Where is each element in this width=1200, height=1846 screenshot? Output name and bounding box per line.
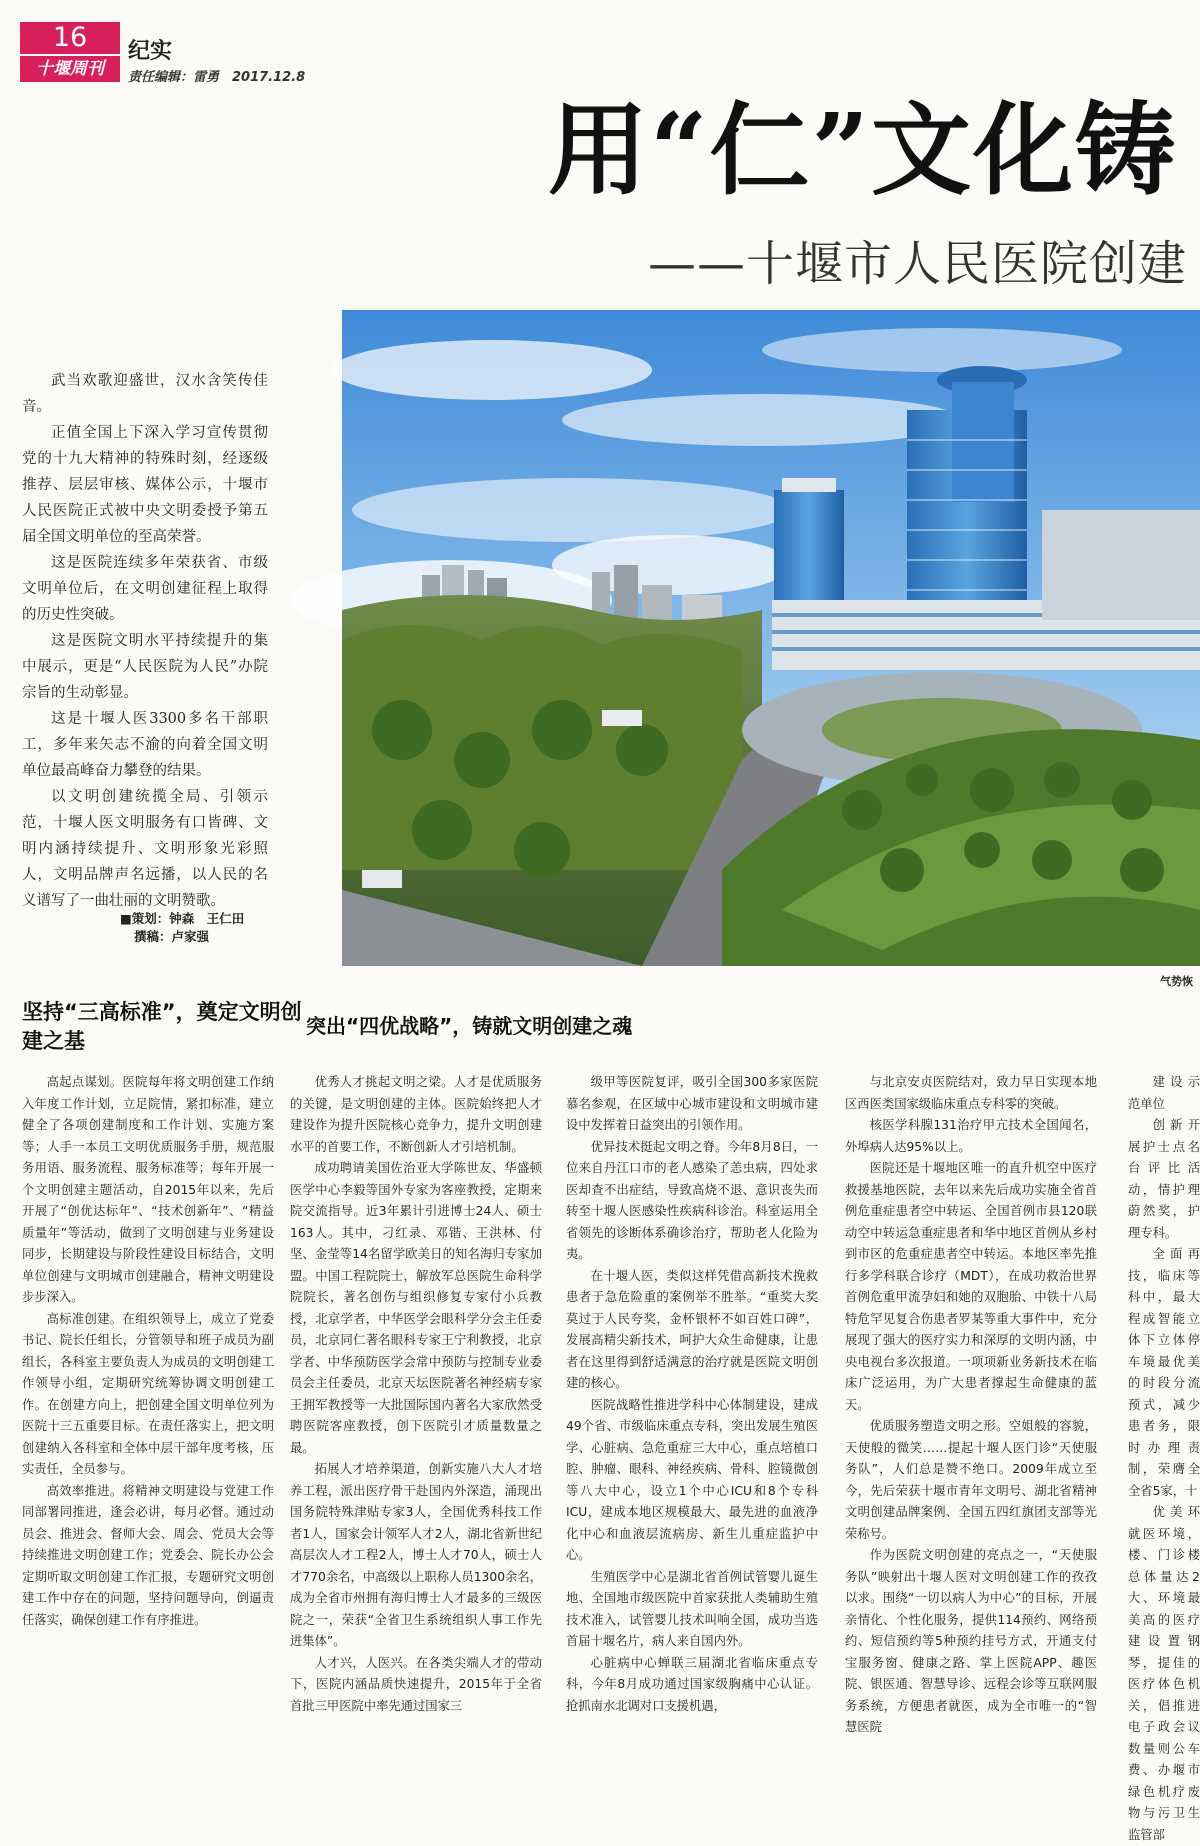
article-subtitle: ——十堰市人民医院创建	[648, 236, 1188, 292]
section-heading-2: 突出“四优战略”，铸就文明创建之魂	[306, 1014, 633, 1038]
section-heading-1: 坚持“三高标准”，奠定文明创建之基	[22, 1000, 302, 1053]
body-column-1	[22, 1072, 274, 1682]
body-column-5	[1128, 1072, 1200, 1842]
lead-paragraph: 武当欢歌迎盛世，汉水含笑传佳音。	[22, 373, 268, 415]
body-paragraph: 生殖医学中心是湖北省首例试管婴儿诞生地、全国地市级医院中首家获批人类辅助生殖技术准入，试管婴儿技术叫响全国，成功当选首届十堰名片，病人来自国内外。	[566, 1569, 818, 1648]
credit-planning: ■策划：钟森 王仁田	[120, 911, 245, 926]
body-paragraph: 创新开展护士点名台评比活动，情护理蔚然奖，护理专科。	[1128, 1118, 1200, 1240]
body-paragraph: 心脏病中心蝉联三届湖北省临床重点专科，今年8月成功通过国家级胸痛中心认证。抢抓南水北调对口支援机遇，	[566, 1655, 818, 1713]
body-paragraph: 在十堰人医，类似这样凭借高新技术挽救患者于急危险重的案例举不胜举。“重奖大奖莫过于人民夸奖，金杯银杯不如百姓口碑”，发展高精尖新技术，呵护大众生命健康，让患者在这里得到舒适满意的治疗就是医院文明创建的核心。	[566, 1268, 818, 1390]
body-column-4	[845, 1072, 1097, 1734]
lead-paragraph: 这是十堰人医3300多名干部职工，多年来矢志不渝的向着全国文明单位最高峰奋力攀登的结果。	[22, 711, 268, 779]
section-label: 纪实	[128, 39, 173, 64]
hospital-aerial-photo	[342, 310, 1200, 966]
page-number: 16	[20, 22, 120, 54]
lead-paragraph: 这是医院连续多年荣获省、市级文明单位后，在文明创建征程上取得的历史性突破。	[22, 555, 268, 623]
body-paragraph: 成功聘请美国佐治亚大学陈世友、华盛顿医学中心李毅等国外专家为客座教授，定期来院交流指导。近3年累计引进博士24人、硕士163人。其中，刁红录、邓锴、王洪林、付坚、金莹等14名留学欧美日的知名海归专家加盟。中国工程院院士，解放军总医院生命科学院院长，著名创伤与组织修复专家付小兵教授，北京学者，中华医学会眼科学分会主任委员，北京同仁著名眼科专家王宁利教授，北京学者、中华预防医学会常中预防与控制专业委员会主任委员，北京天坛医院著名神经病专家王拥军教授等一大批国际国内著名大家欣然受聘医院客座教授，创下医院引才质量数量之最。	[290, 1161, 542, 1455]
credits	[120, 910, 244, 946]
paper-name: 十堰周刊	[20, 56, 120, 82]
body-paragraph: 高起点谋划。医院每年将文明创建工作纳入年度工作计划，立足院情，紧扣标准，建立健全了各项创建制度和工作计划、实施方案等；人手一本员工文明优质服务手册，规范服务用语、服务流程、服务标准等；每年开展一个文明创建主题活动，自2015年以来，先后开展了“创优达标年”、“技术创新年”、“精益质量年”等活动，做到了文明创建与业务建设同步，长期建设与阶段性建设目标结合，文明单位创建与文明城市创建融合，精神文明建设步步深入。	[22, 1075, 274, 1304]
body-paragraph: 医院还是十堰地区唯一的直升机空中医疗救援基地医院，去年以来先后成功实施全省首例危重症患者空中转运、全国首例市县120联动空中转运急重症患者和华中地区首例从乡村到市区的危重症患者空中转运。本地区率先推行多学科联合诊疗（MDT），在成功救治世界首例危重甲流孕妇和她的双胞胎、中铁十八局特危罕见复合伤患者罗某等重大事件中，充分展现了强大的医疗实力和深厚的文明内涵，中央电视台多次报道。一项项新业务新技术在临床广泛运用，为广大患者撑起生命健康的蓝天。	[845, 1161, 1097, 1412]
body-paragraph: 高效率推进。将精神文明建设与党建工作同部署同推进，逢会必讲，每月必督。通过动员会、推进会、督师大会、周会、党员大会等持续推进文明创建工作；党委会、院长办公会定期听取文明创建工作汇报，专题研究文明创建工作中存在的问题，坚持问题导向，倒逼责任落实，确保创建工作有序推进。	[22, 1483, 274, 1627]
lead-paragraph: 这是医院文明水平持续提升的集中展示，更是“人民医院为人民”办院宗旨的生动彰显。	[22, 633, 268, 701]
credit-writing: 撰稿：卢家强	[134, 929, 210, 944]
editor-line: 责任编辑：雷勇 2017.12.8	[128, 70, 306, 85]
body-paragraph: 全面再技，临床等科中，最大程成智能立体下立体停车境最优美的时段分流预式，减少患者务，限时办理责制，荣膺全全省5家，十	[1128, 1247, 1200, 1498]
lead-paragraphs	[22, 368, 268, 914]
hospital-photo-illustration	[342, 310, 1200, 966]
body-paragraph: 人才兴，人医兴。在各类尖端人才的带动下，医院内涵品质快速提升，2015年于全省首批三甲医院中率先通过国家三	[290, 1655, 542, 1713]
body-paragraph: 优异技术挺起文明之脊。今年8月8日，一位来自丹江口市的老人感染了恙虫病，四处求医却查不出症结，导致高烧不退、意识丧失而转至十堰人医感染性疾病科诊治。科室运用全省领先的诊断体系确诊治疗，帮助老人化险为夷。	[566, 1139, 818, 1261]
body-paragraph: 高标准创建。在组织领导上，成立了党委书记、院长任组长，分管领导和班子成员为副组长，各科室主要负责人为成员的文明创建工作领导小组，定期研究统筹协调文明创建工作。在创建方向上，把创建全国文明单位列为医院十三五重要目标。在责任落实上，把文明创建纳入各科室和全体中层干部年度考核，压实责任，全员参与。	[22, 1311, 274, 1476]
body-paragraph: 级甲等医院复评，吸引全国300多家医院慕名参观，在区域中心城市建设和文明城市建设中发挥着日益突出的引领作用。	[566, 1075, 818, 1132]
body-paragraph: 作为医院文明创建的亮点之一，“天使服务队”映射出十堰人医对文明创建工作的孜孜以求。围绕“一切以病人为中心”的目标，开展亲情化、个性化服务，提供114预约、网络预约、短信预约等5种预约挂号方式，开通支付宝服务窗、健康之路、掌上医院APP、趣医院、银医通、智慧导诊、远程会诊等互联网服务系统，方便患者就医，成为全市唯一的“智慧医院	[845, 1548, 1097, 1734]
body-paragraph: 与北京安贞医院结对，致力早日实现本地区西医类国家级临床重点专科零的突破。	[845, 1075, 1097, 1111]
body-paragraph: 拓展人才培养渠道，创新实施八大人才培养工程，派出医疗骨干赴国内外深造，涌现出国务院特殊津贴专家3人，全国优秀科技工作者1人，国家会计领军人才2人，湖北省新世纪高层次人才工程2人，博士人才70人，硕士人才770余名，中高级以上职称人员1300余名，成为全省市州拥有海归博士人才最多的三级医院之一，荣获“全省卫生系统组织人事工作先进集体”。	[290, 1462, 542, 1648]
article-title: 用“仁”文化铸	[548, 91, 1178, 209]
body-column-2	[290, 1072, 542, 1713]
lead-paragraph: 以文明创建统揽全局、引领示范，十堰人医文明服务有口皆碑、文明内涵持续提升、文明形象光彩照人，文明品牌声名远播，以人民的名义谱写了一曲壮丽的文明赞歌。	[22, 789, 268, 909]
body-paragraph: 优美环就医环境，楼、门诊楼总体量达2大、环境最美高的医疗建设置钢琴，提佳的医疗体色机关，倡推进电子政会议数量则公车费、办堰市绿色机疗废物与污卫生监管部	[1128, 1505, 1200, 1842]
body-paragraph: 核医学科腺131治疗甲亢技术全国闻名，外埠病人达95%以上。	[845, 1118, 1097, 1154]
body-paragraph: 建设示范单位	[1128, 1075, 1200, 1111]
lead-paragraph: 正值全国上下深入学习宣传贯彻党的十九大精神的特殊时刻，经逐级推荐、层层审核、媒体公示，十堰市人民医院正式被中央文明委授予第五届全国文明单位的至高荣誉。	[22, 425, 268, 545]
body-column-3	[566, 1072, 818, 1713]
body-paragraph: 医院战略性推进学科中心体制建设，建成49个省、市级临床重点专科，突出发展生殖医学、心脏病、急危重症三大中心，重点培植口腔、肿瘤、眼科、神经疾病、骨科、腔镜微创等八大中心，设立1个中心ICU和8个专科ICU，建成本地区规模最大、最先进的血液净化中心和血液层流病房、新生儿重症监护中心。	[566, 1397, 818, 1562]
photo-caption: 气势恢	[1160, 975, 1193, 988]
body-paragraph: 优质服务塑造文明之形。空姐般的容貌，天使般的微笑……提起十堰人医门诊“天使服务队”，人们总是赞不绝口。2009年成立至今，先后荣获十堰市青年文明号、湖北省精神文明创建品牌案例、全国五四红旗团支部等光荣称号。	[845, 1419, 1097, 1541]
body-paragraph: 优秀人才挑起文明之梁。人才是优质服务的关键，是文明创建的主体。医院始终把人才建设作为提升医院核心竞争力，提升文明创建水平的首要工作，不断创新人才引培机制。	[290, 1075, 542, 1154]
